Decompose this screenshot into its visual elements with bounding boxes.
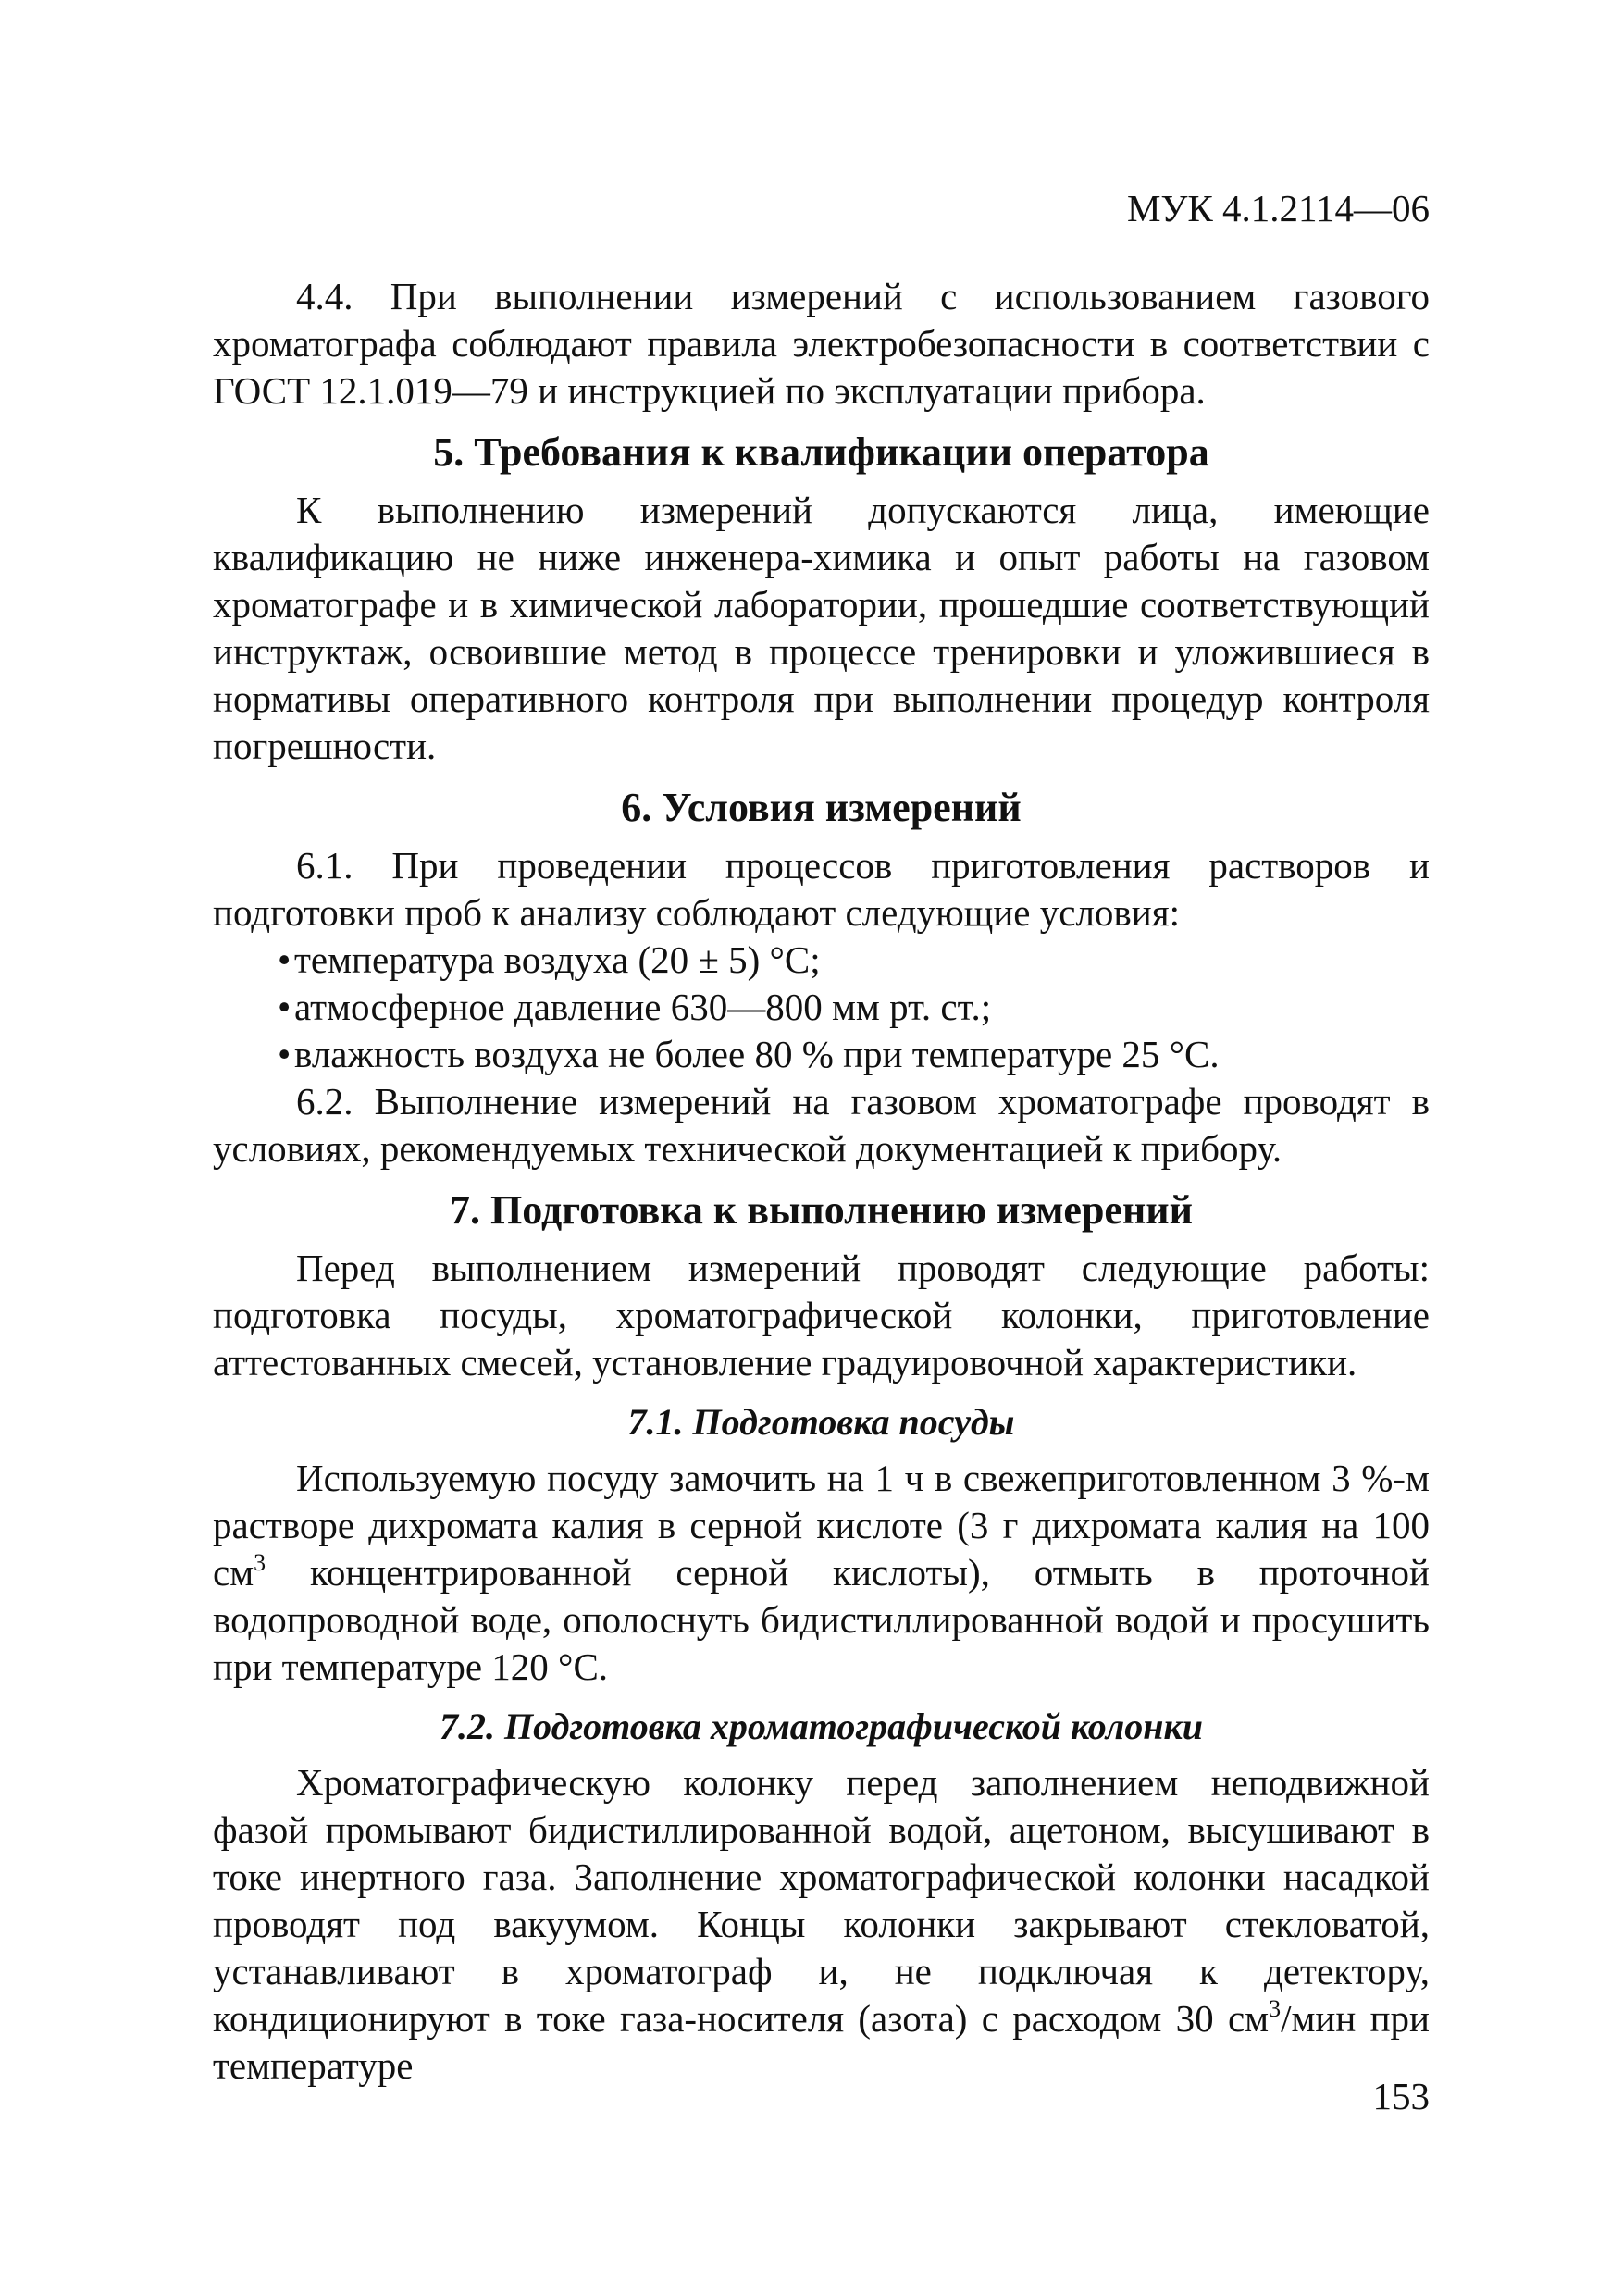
- subsection-7-1-heading: 7.1. Подготовка посуды: [627, 1401, 1015, 1443]
- section-6-heading: 6. Условия измерений: [621, 785, 1022, 830]
- section-5-heading: 5. Требования к квалификации оператора: [433, 429, 1209, 475]
- list-item: • атмосферное давление 630—800 мм рт. ст.;: [213, 984, 1430, 1031]
- section-7-heading: 7. Подготовка к выполнению измерений: [450, 1187, 1193, 1233]
- subsection-7-2-heading: 7.2. Подготовка хроматографической колонки: [439, 1706, 1204, 1747]
- bullet-icon: •: [278, 986, 291, 1028]
- list-item: • влажность воздуха не более 80 % при температуре 25 °С.: [213, 1031, 1430, 1078]
- paragraph-6-2: 6.2. Выполнение измерений на газовом хроматографе проводят в условиях, рекомендуемых технической документацией к прибору.: [213, 1080, 1430, 1170]
- bullet-icon: •: [278, 938, 291, 981]
- section-5-paragraph: К выполнению измерений допускаются лица, имеющие квалификацию не ниже инженера-химика и опыт работы на газовом хроматографе и в химической лаборатории, прошедшие соответствующий инструктаж, освоившие метод в процессе тренировки и уложившиеся в нормативы оперативного контроля при выполнении процедур контроля погрешности.: [213, 489, 1430, 767]
- paragraph-4-4: 4.4. При выполнении измерений с использованием газового хроматографа соблюдают правила электробезопасности в соответствии с ГОСТ 12.1.019—79 и инструкцией по эксплуатации прибора.: [213, 275, 1430, 412]
- section-7-paragraph: Перед выполнением измерений проводят следующие работы: подготовка посуды, хроматографической колонки, приготовление аттестованных смесей, установление градуировочной характеристики.: [213, 1247, 1430, 1384]
- paragraph-6-1: 6.1. При проведении процессов приготовления растворов и подготовки проб к анализу соблюдают следующие условия:: [213, 844, 1430, 934]
- subsection-7-1-paragraph: Используемую посуду замочить на 1 ч в свежеприготовленном 3 %-м растворе дихромата калия в серной кислоте (3 г дихромата калия на 100 $см^3$ концентрированной серной кислоты), отмыть в проточной водопроводной воде, ополоснуть бидистиллированной водой и просушить при температуре 120 °С.: [213, 1457, 1430, 1688]
- conditions-list: [213, 937, 1430, 1078]
- bullet-icon: •: [278, 1033, 291, 1075]
- page-number: 153: [1372, 2075, 1430, 2117]
- subsection-7-2-paragraph: Хроматографическую колонку перед заполнением неподвижной фазой промывают бидистиллированной водой, ацетоном, высушивают в токе инертного газа. Заполнение хроматографической колонки насадкой проводят под вакуумом. Концы колонки закрывают стекловатой, устанавливают в хроматограф и, не подключая к детектору, кондиционируют в токе газа-носителя (азота) с расходом 30 $см^3$/мин при температуре: [213, 1761, 1430, 2087]
- list-item: • температура воздуха (20 ± 5) °С;: [213, 937, 1430, 984]
- page-body: [213, 273, 1430, 2090]
- document-code: МУК 4.1.2114—06: [1126, 187, 1430, 230]
